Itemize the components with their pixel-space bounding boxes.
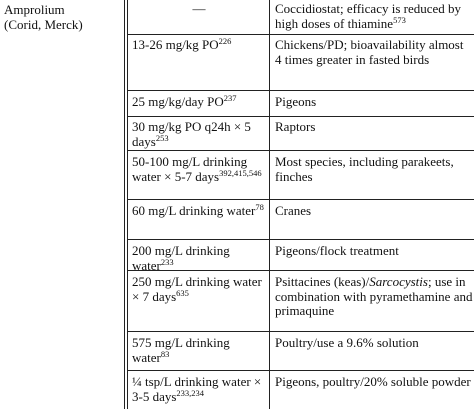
column-divider — [124, 0, 125, 409]
comment-text: Raptors — [275, 119, 316, 134]
comment-cell — [275, 120, 473, 135]
dose-text: 25 mg/kg/day PO — [132, 94, 224, 109]
comment-cell — [275, 95, 473, 110]
reference-number: 237 — [223, 93, 237, 103]
dose-cell — [132, 375, 268, 404]
column-divider — [127, 0, 128, 409]
comment-text: ; use in combination with pyramethamine and primaquine — [275, 274, 473, 318]
dose-text: 60 mg/L drinking water — [132, 203, 256, 218]
comment-cell — [275, 204, 473, 219]
reference-number: 635 — [176, 287, 189, 298]
comment-text: Poultry/use a 9.6% solution — [275, 335, 419, 350]
dose-text: 30 mg/kg PO q24h × 5 days — [132, 119, 251, 149]
row-divider — [128, 239, 474, 240]
reference-number: 573 — [393, 14, 406, 25]
dose-cell — [132, 38, 268, 53]
dose-text: 250 mg/L drinking water × 7 days — [132, 274, 262, 304]
row-divider — [128, 370, 474, 371]
comment-text: Most species, including parakeets, finches — [275, 154, 454, 184]
dose-cell — [132, 244, 268, 273]
comment-cell — [275, 38, 473, 67]
dose-text: 50-100 mg/L drinking water × 5-7 days — [132, 154, 248, 184]
drug-brand: (Corid, Merck) — [4, 16, 83, 32]
column-divider — [269, 0, 270, 409]
comment-text: Cranes — [275, 203, 312, 218]
row-divider — [128, 331, 474, 332]
dose-text: — — [192, 1, 206, 16]
row-divider — [128, 150, 474, 151]
comment-text: Chickens/PD; bioavailability almost 4 times greater in fasted birds — [275, 37, 464, 67]
reference-number: 83 — [160, 348, 170, 359]
comment-text: Psittacines (keas)/ — [275, 274, 370, 289]
row-divider — [128, 116, 474, 117]
reference-number: 253 — [155, 132, 169, 143]
comment-text: Pigeons — [275, 94, 317, 109]
dose-cell — [132, 275, 268, 304]
dose-cell — [132, 2, 266, 17]
dose-text: 13-26 mg/kg PO — [132, 37, 219, 52]
reference-number: 233 — [160, 256, 174, 267]
dose-text: 575 mg/L drinking water — [132, 335, 230, 365]
dose-cell — [132, 336, 268, 365]
comment-text: Pigeons/flock treatment — [275, 243, 399, 258]
reference-number: 78 — [255, 202, 264, 212]
organism-name: Sarcocystis — [369, 274, 428, 289]
row-divider — [128, 90, 474, 91]
row-divider — [128, 199, 474, 200]
reference-number: 233,234 — [176, 387, 205, 398]
comment-cell — [275, 375, 473, 390]
dose-text: 200 mg/L drinking water — [132, 243, 230, 273]
dose-text: ¼ tsp/L drinking water × 3-5 days — [132, 374, 262, 404]
comment-cell — [275, 155, 473, 184]
dose-cell — [132, 204, 268, 219]
dose-cell — [132, 120, 268, 149]
comment-cell — [275, 244, 473, 259]
reference-number: 226 — [218, 36, 232, 46]
comment-text: Coccidiostat; efficacy is reduced by high doses of thiamine — [275, 1, 462, 31]
dose-cell — [132, 155, 268, 184]
drug-name: Amprolium — [4, 2, 65, 17]
comment-cell — [275, 2, 473, 31]
reference-number: 392,415,546 — [219, 167, 262, 178]
comment-cell — [275, 336, 473, 351]
comment-text: Pigeons, poultry/20% soluble powder — [275, 374, 471, 389]
comment-cell — [275, 275, 473, 319]
dose-cell — [132, 95, 268, 110]
drug-name-cell — [4, 3, 122, 32]
row-divider — [128, 34, 474, 35]
